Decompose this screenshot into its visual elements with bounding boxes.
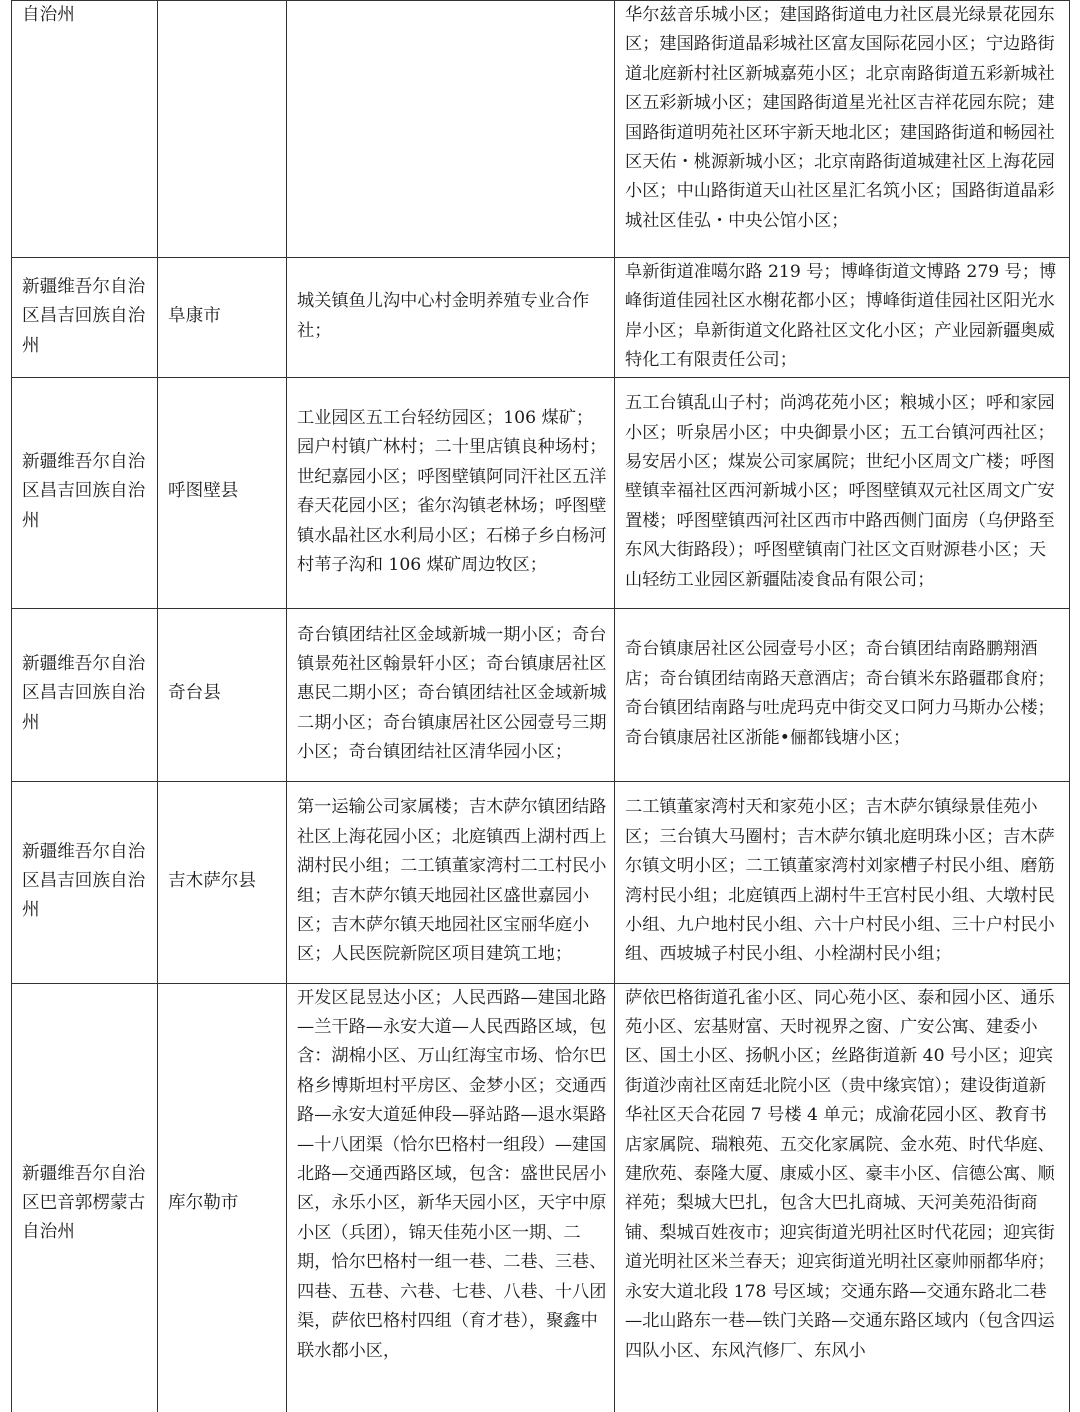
area-list-cell: 阜新街道准噶尔路 219 号；博峰街道文博路 279 号；博峰街道佳园社区水榭花都小区；博峰街道佳园社区阳光水岸小区；阜新街道文化路社区文化小区；产业园新疆奥威特化工有限责任公司； (615, 258, 1070, 378)
table-row (12, 258, 1070, 378)
table-row (12, 1, 1070, 258)
area-list-cell: 奇台镇团结社区金域新城一期小区；奇台镇景苑社区翰景轩小区；奇台镇康居社区惠民二期小区；奇台镇团结社区金域新城二期小区；奇台镇康居社区公园壹号三期小区；奇台镇团结社区清华园小区； (287, 608, 615, 781)
table-row (12, 608, 1070, 781)
area-list-cell: 工业园区五工台轻纺园区；106 煤矿；园户村镇广林村；二十里店镇良种场村；世纪嘉园小区；呼图壁镇阿同汗社区五洋春天花园小区；雀尔沟镇老林场；呼图壁镇水晶社区水利局小区；石梯子乡白杨河村苇子沟和 106 煤矿周边牧区； (287, 377, 615, 608)
region-cell: 新疆维吾尔自治区昌吉回族自治州 (12, 377, 158, 608)
location-table (11, 0, 1070, 1412)
area-list-cell: 二工镇董家湾村天和家苑小区；吉木萨尔镇绿景佳苑小区；三台镇大马圈村；吉木萨尔镇北庭明珠小区；吉木萨尔镇文明小区；二工镇董家湾村刘家槽子村民小组、磨筋湾村民小组；北庭镇西上湖村牛王宫村民小组、大墩村民小组、九户地村民小组、六十户村民小组、三十户村民小组、西坡城子村民小组、小栓湖村民小组； (615, 781, 1070, 983)
region-cell: 新疆维吾尔自治区巴音郭楞蒙古自治州 (12, 983, 158, 1412)
area-list-cell: 开发区昆昱达小区；人民西路—建国北路—兰干路—永安大道—人民西路区域，包含：湖棉小区、万山红海宝市场、恰尔巴格乡博斯坦村平房区、金梦小区；交通西路—永安大道延伸段—驿站路—退水渠路—十八团渠（恰尔巴格村一组段）—建国北路—交通西路区域，包含：盛世民居小区，永乐小区，新华天园小区，天宇中原小区（兵团），锦天佳苑小区一期、二期，恰尔巴格村一组一巷、二巷、三巷、四巷、五巷、六巷、七巷、八巷、十八团渠，萨依巴格村四组（育才巷），聚鑫中联水都小区， (287, 983, 615, 1412)
city-cell (158, 1, 287, 258)
city-cell: 库尔勒市 (158, 983, 287, 1412)
area-list-cell: 华尔兹音乐城小区；建国路街道电力社区晨光绿景花园东区；建国路街道晶彩城社区富友国际花园小区；宁边路街道北庭新村社区新城嘉苑小区；北京南路街道五彩新城社区五彩新城小区；建国路街道星光社区吉祥花园东院；建国路街道明苑社区环宇新天地北区；建国路街道和畅园社区天佑・桃源新城小区；北京南路街道城建社区上海花园小区；中山路街道天山社区星汇名筑小区；国路街道晶彩城社区佳弘・中央公馆小区； (615, 1, 1070, 258)
city-cell: 吉木萨尔县 (158, 781, 287, 983)
area-list-cell: 五工台镇乱山子村；尚鸿花苑小区；粮城小区；呼和家园小区；听泉居小区；中央御景小区；五工台镇河西社区；易安居小区；煤炭公司家属院；世纪小区周文广楼；呼图壁镇幸福社区西河新城小区；呼图壁镇双元社区周文广安置楼；呼图壁镇西河社区西市中路西侧门面房（乌伊路至东风大街路段）；呼图壁镇南门社区文百财源巷小区；天山轻纺工业园区新疆陆凌食品有限公司； (615, 377, 1070, 608)
region-cell: 新疆维吾尔自治区昌吉回族自治州 (12, 608, 158, 781)
table-row (12, 781, 1070, 983)
region-cell: 新疆维吾尔自治区昌吉回族自治州 (12, 781, 158, 983)
area-list-cell: 第一运输公司家属楼；吉木萨尔镇团结路社区上海花园小区；北庭镇西上湖村西上湖村民小组；二工镇董家湾村二工村民小组；吉木萨尔镇天地园社区盛世嘉园小区；吉木萨尔镇天地园社区宝丽华庭小区；人民医院新院区项目建筑工地； (287, 781, 615, 983)
city-cell: 阜康市 (158, 258, 287, 378)
table-row (12, 983, 1070, 1412)
area-list-cell: 奇台镇康居社区公园壹号小区；奇台镇团结南路鹏翔酒店；奇台镇团结南路天意酒店；奇台镇米东路疆郡食府；奇台镇团结南路与吐虎玛克中街交叉口阿力马斯办公楼；奇台镇康居社区浙能•俪都钱塘小区； (615, 608, 1070, 781)
region-cell: 自治州 (12, 1, 158, 258)
table-row (12, 377, 1070, 608)
area-list-cell: 萨依巴格街道孔雀小区、同心苑小区、泰和园小区、通乐苑小区、宏基财富、天时视界之窗、广安公寓、建委小区、国土小区、扬帆小区；丝路街道新 40 号小区；迎宾街道沙南社区南廷北院小区（贵中缘宾馆）；建设街道新华社区天合花园 7 号楼 4 单元；成渝花园小区、教育书店家属院、瑞粮苑、五交化家属院、金水苑、时代华庭、建欣苑、泰隆大厦、康威小区、豪丰小区、信德公寓、顺祥苑；梨城大巴扎，包含大巴扎商城、天河美苑沿街商铺、梨城百姓夜市；迎宾街道光明社区时代花园；迎宾街道光明社区米兰春天；迎宾街道光明社区豪帅丽都华府；永安大道北段 178 号区域；交通东路—交通东路北二巷—北山路东一巷—铁门关路—交通东路区域内（包含四运四队小区、东风汽修厂、东风小 (615, 983, 1070, 1412)
area-list-cell: 城关镇鱼儿沟中心村金明养殖专业合作社； (287, 258, 615, 378)
area-list-cell (287, 1, 615, 258)
city-cell: 奇台县 (158, 608, 287, 781)
region-cell: 新疆维吾尔自治区昌吉回族自治州 (12, 258, 158, 378)
city-cell: 呼图壁县 (158, 377, 287, 608)
